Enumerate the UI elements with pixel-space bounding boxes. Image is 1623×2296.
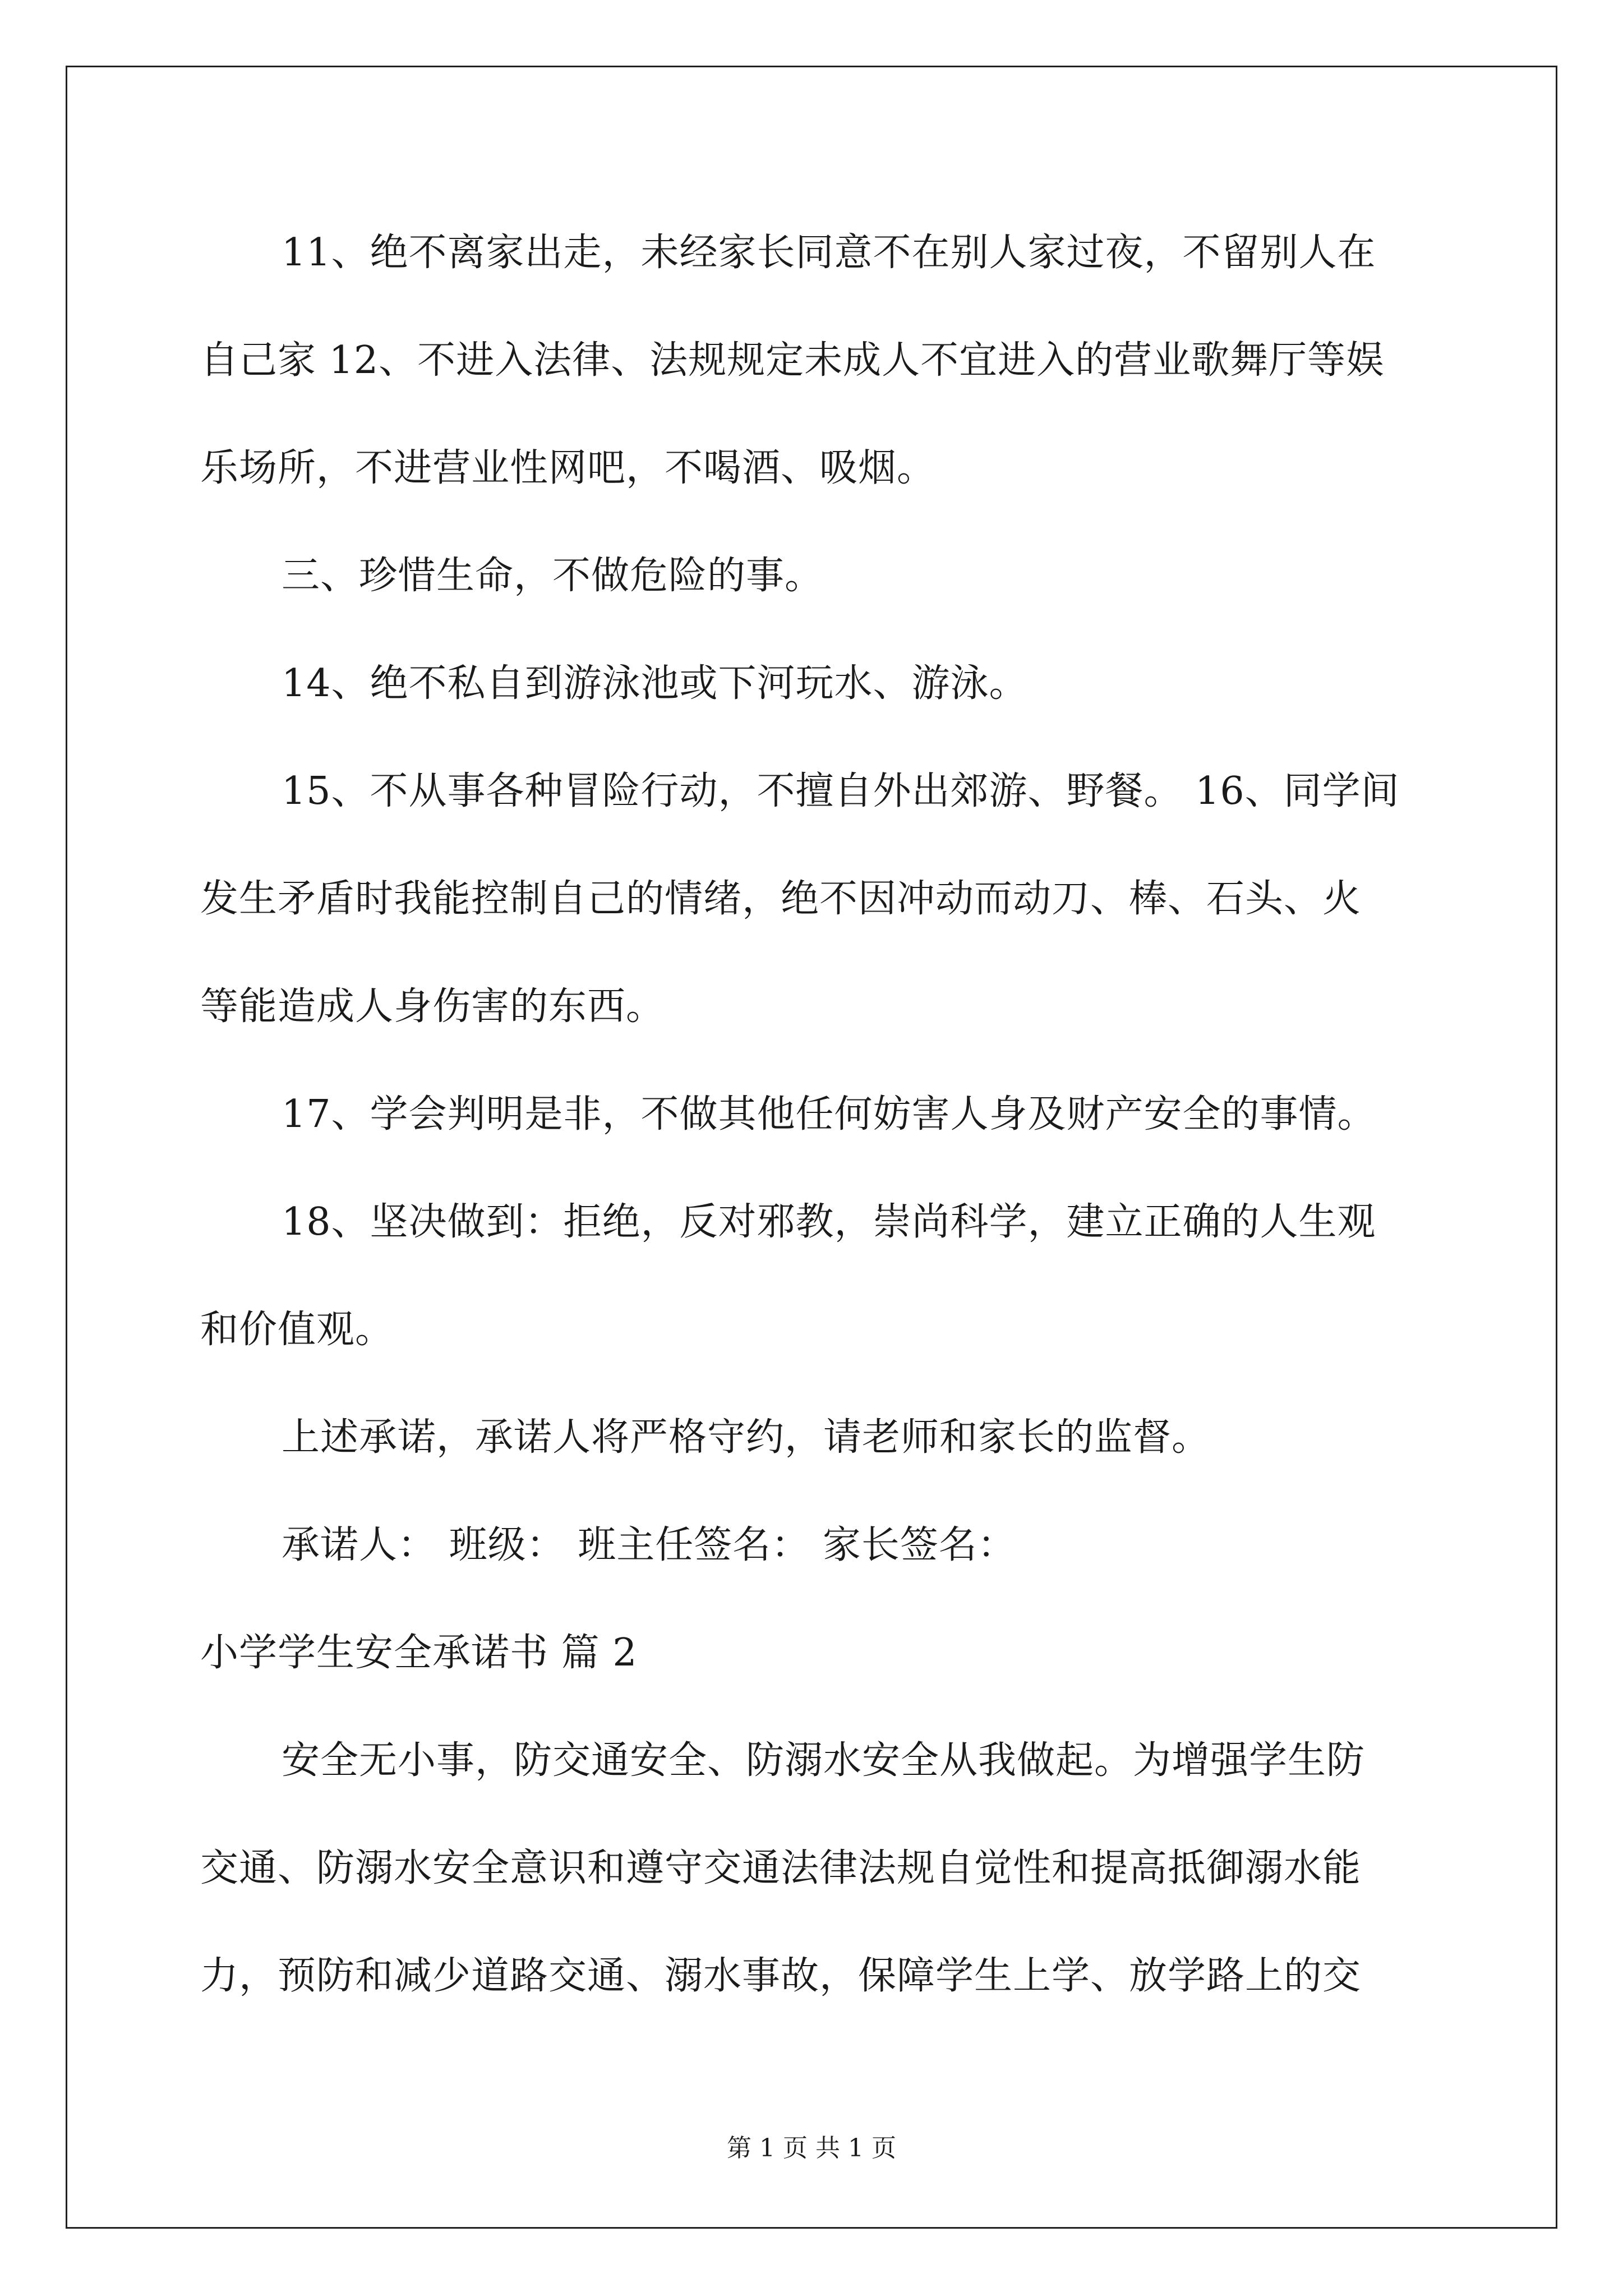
text-line: 自己家 12、不进入法律、法规规定未成人不宜进入的营业歌舞厅等娱 bbox=[200, 338, 1385, 383]
text-line: 18、坚决做到：拒绝，反对邪教，崇尚科学，建立正确的人生观 bbox=[282, 1200, 1376, 1244]
text-line: 上述承诺，承诺人将严格守约，请老师和家长的监督。 bbox=[282, 1415, 1211, 1460]
text-line: 等能造成人身伤害的东西。 bbox=[200, 984, 665, 1029]
text-line: 11、绝不离家出走，未经家长同意不在别人家过夜，不留别人在 bbox=[282, 231, 1376, 275]
page-border bbox=[66, 66, 1557, 2229]
text-line: 和价值观。 bbox=[200, 1308, 394, 1352]
text-line: 安全无小事，防交通安全、防溺水安全从我做起。为增强学生防 bbox=[282, 1738, 1366, 1783]
text-line: 交通、防溺水安全意识和遵守交通法律法规自觉性和提高抵御溺水能 bbox=[200, 1846, 1362, 1890]
text-line: 14、绝不私自到游泳池或下河玩水、游泳。 bbox=[282, 661, 1028, 706]
text-line: 发生矛盾时我能控制自己的情绪，绝不因冲动而动刀、棒、石头、火 bbox=[200, 877, 1362, 921]
page-footer: 第 1 页 共 1 页 bbox=[727, 2134, 896, 2162]
text-line: 三、珍惜生命，不做危险的事。 bbox=[282, 554, 824, 598]
signature-line: 承诺人： 班级： 班主任签名： 家长签名： bbox=[282, 1523, 1016, 1567]
text-line: 15、不从事各种冒险行动，不擅自外出郊游、野餐。 16、同学间 bbox=[282, 769, 1400, 813]
section-heading: 小学学生安全承诺书 篇 2 bbox=[200, 1631, 638, 1675]
text-line: 乐场所，不进营业性网吧，不喝酒、吸烟。 bbox=[200, 446, 936, 490]
text-line: 力，预防和减少道路交通、溺水事故，保障学生上学、放学路上的交 bbox=[200, 1954, 1362, 1998]
text-line: 17、学会判明是非，不做其他任何妨害人身及财产安全的事情。 bbox=[282, 1092, 1376, 1137]
